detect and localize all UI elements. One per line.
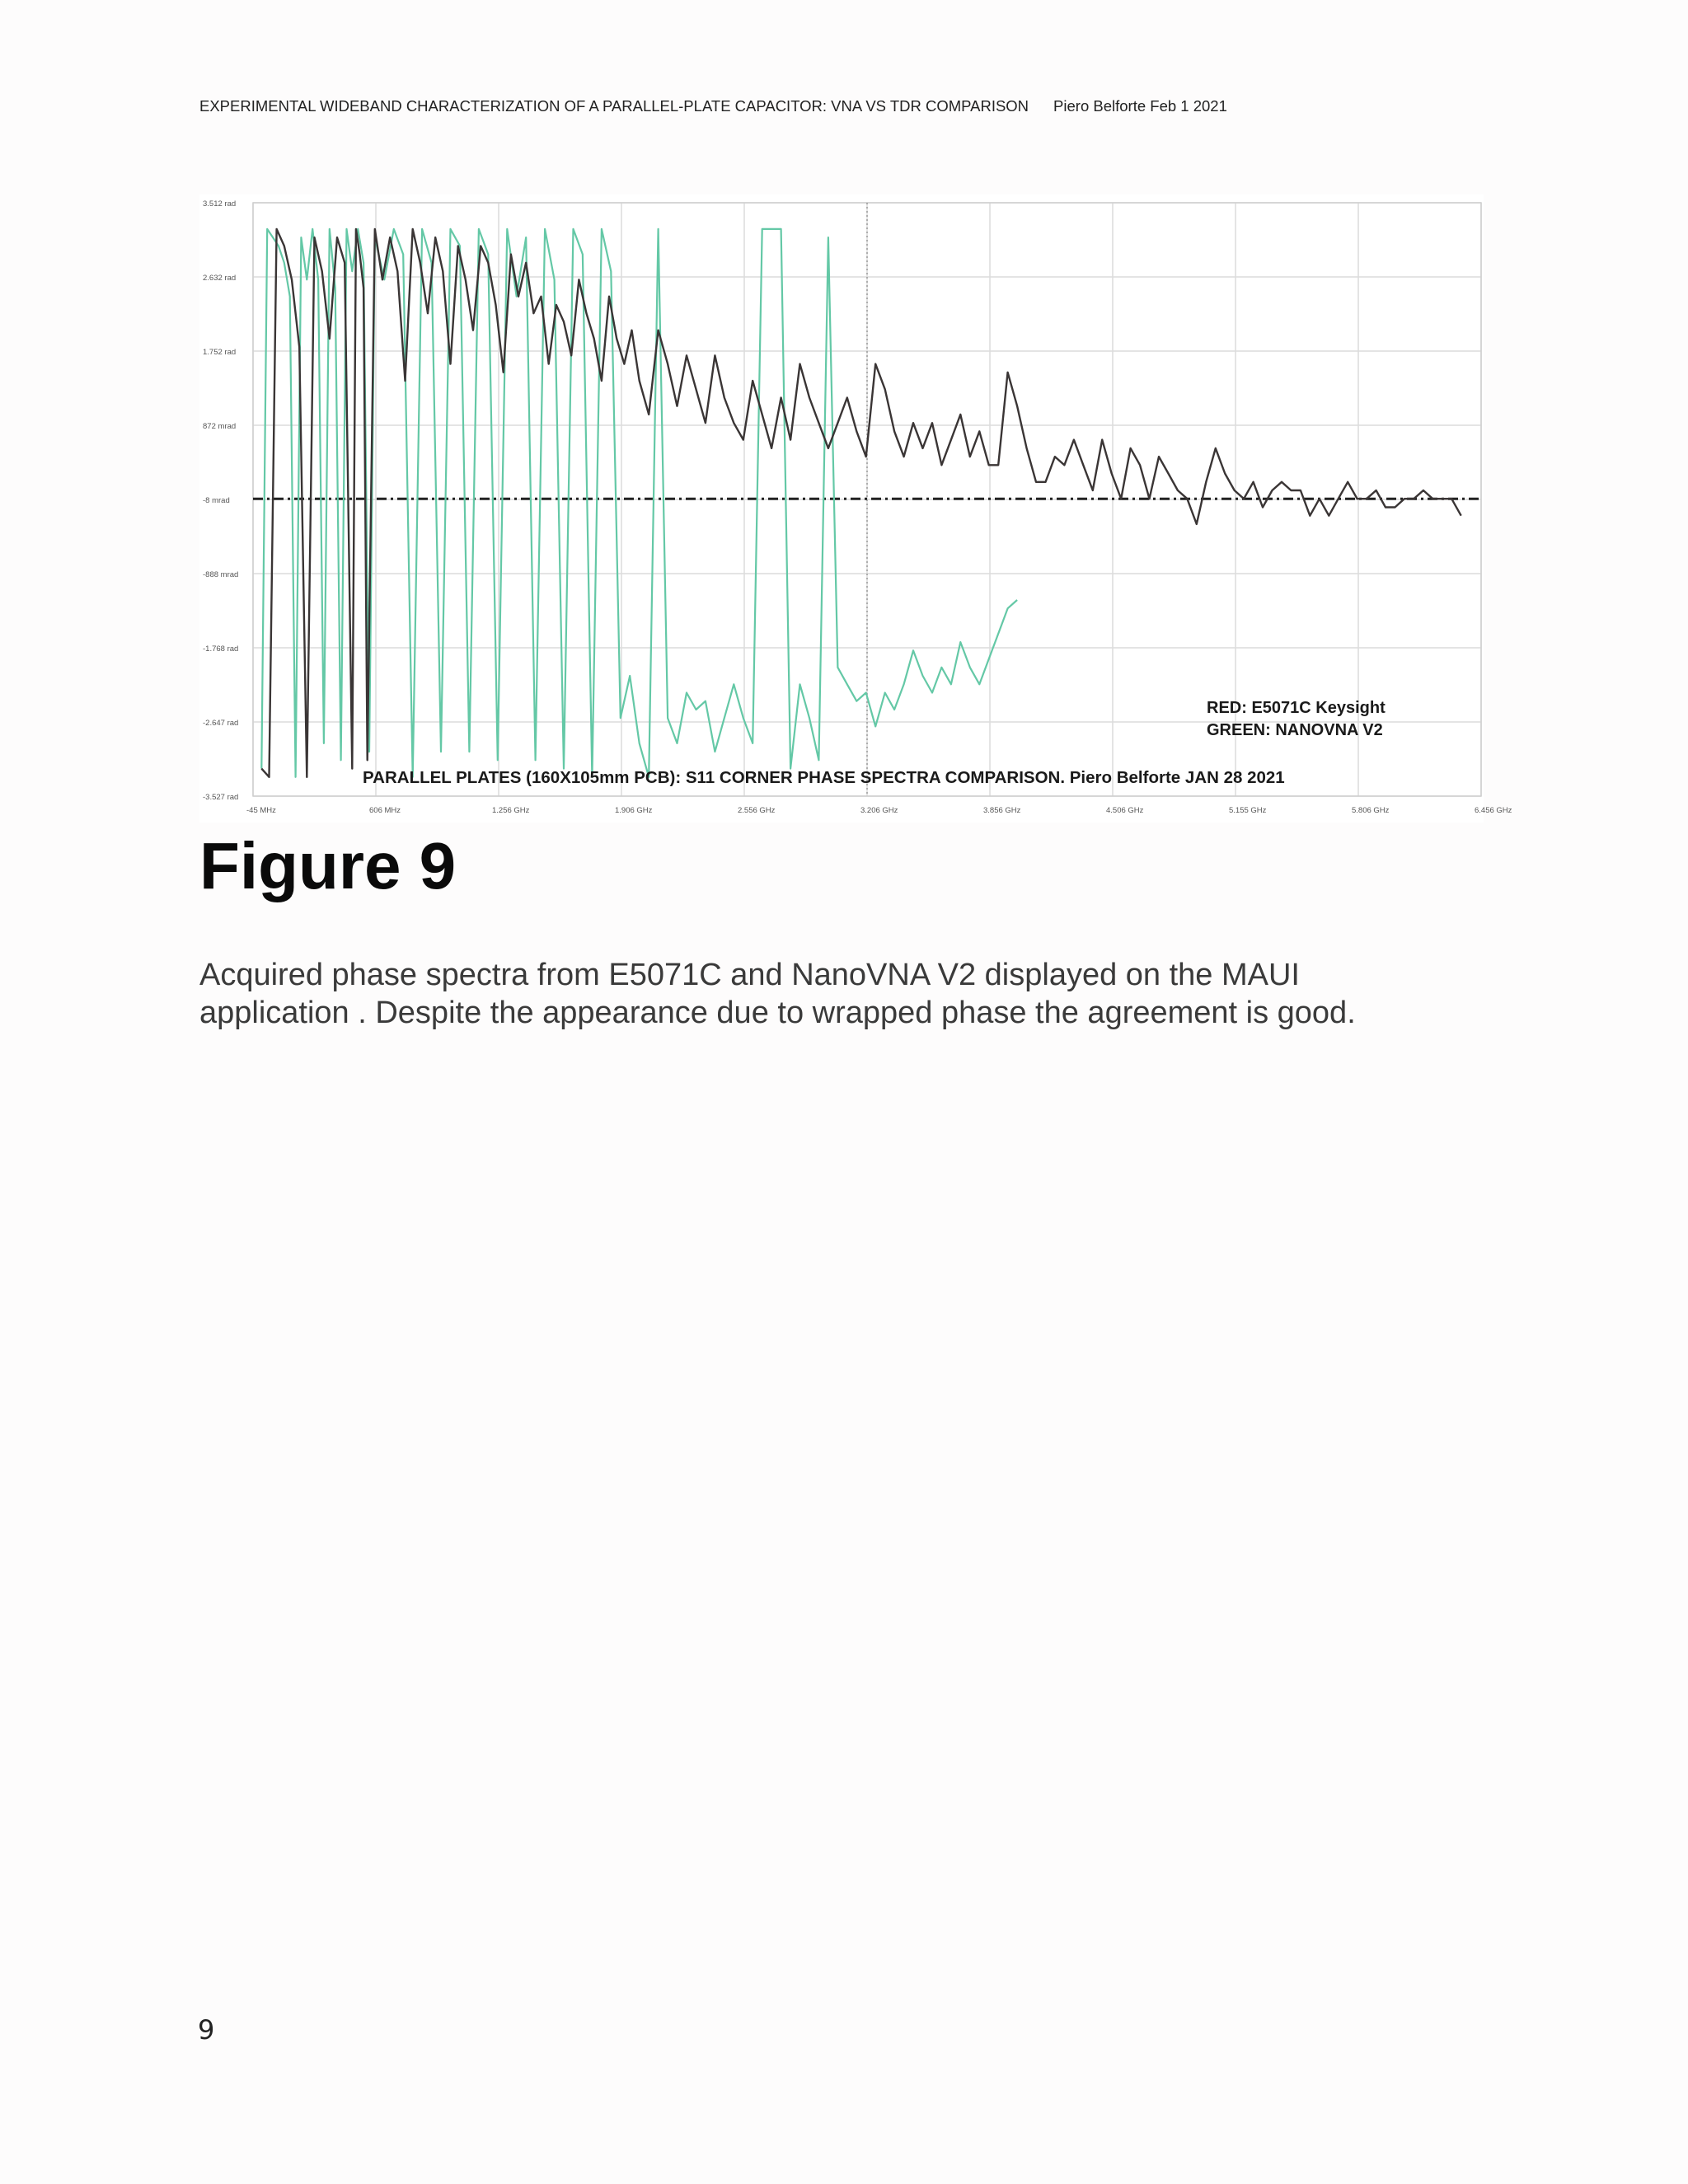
x-tick-label: -45 MHz <box>246 806 276 815</box>
x-tick-label: 4.506 GHz <box>1106 806 1144 815</box>
x-tick-label: 2.556 GHz <box>738 806 776 815</box>
page-number: 9 <box>198 2014 215 2046</box>
phase-spectra-chart <box>199 194 1512 823</box>
phase-spectra-figure <box>199 194 1512 823</box>
y-tick-label: -8 mrad <box>203 496 230 505</box>
y-tick-label: -2.647 rad <box>203 719 239 728</box>
figure-label: Figure 9 <box>199 829 457 902</box>
legend-entry-green: GREEN: NANOVNA V2 <box>1207 721 1383 739</box>
y-tick-label: 3.512 rad <box>203 199 237 209</box>
header-title: EXPERIMENTAL WIDEBAND CHARACTERIZATION OF A PARALLEL-PLATE CAPACITOR: VNA VS TDR COMPARISON <box>199 97 1029 115</box>
y-tick-label: 1.752 rad <box>203 348 237 357</box>
x-tick-label: 1.256 GHz <box>492 806 530 815</box>
y-tick-label: 2.632 rad <box>203 274 237 283</box>
x-tick-label: 6.456 GHz <box>1475 806 1512 815</box>
x-tick-label: 1.906 GHz <box>615 806 653 815</box>
figure-caption <box>199 956 1518 1032</box>
chart-title: PARALLEL PLATES (160X105mm PCB): S11 CORNER PHASE SPECTRA COMPARISON. Piero Belforte JAN 28 2021 <box>363 768 1285 787</box>
y-tick-label: -3.527 rad <box>203 793 239 802</box>
x-tick-labels <box>246 806 1512 815</box>
y-tick-label: 872 mrad <box>203 422 237 431</box>
x-tick-label: 606 MHz <box>369 806 401 815</box>
legend-entry-red: RED: E5071C Keysight <box>1207 699 1386 717</box>
header-author: Piero Belforte Feb 1 2021 <box>1053 97 1227 115</box>
series-layer <box>261 229 1461 777</box>
x-tick-label: 5.806 GHz <box>1352 806 1390 815</box>
running-header <box>199 97 1227 115</box>
caption-line: application . Despite the appearance due to wrapped phase the agreement is good. <box>199 996 1356 1030</box>
series-line-nanovna <box>261 229 1017 777</box>
x-tick-label: 3.856 GHz <box>983 806 1021 815</box>
y-tick-label: -888 mrad <box>203 570 239 579</box>
caption-line: Acquired phase spectra from E5071C and NanoVNA V2 displayed on the MAUI <box>199 958 1300 992</box>
y-tick-labels <box>203 199 238 802</box>
x-tick-label: 5.155 GHz <box>1229 806 1267 815</box>
y-tick-label: -1.768 rad <box>203 644 239 654</box>
x-tick-label: 3.206 GHz <box>860 806 898 815</box>
